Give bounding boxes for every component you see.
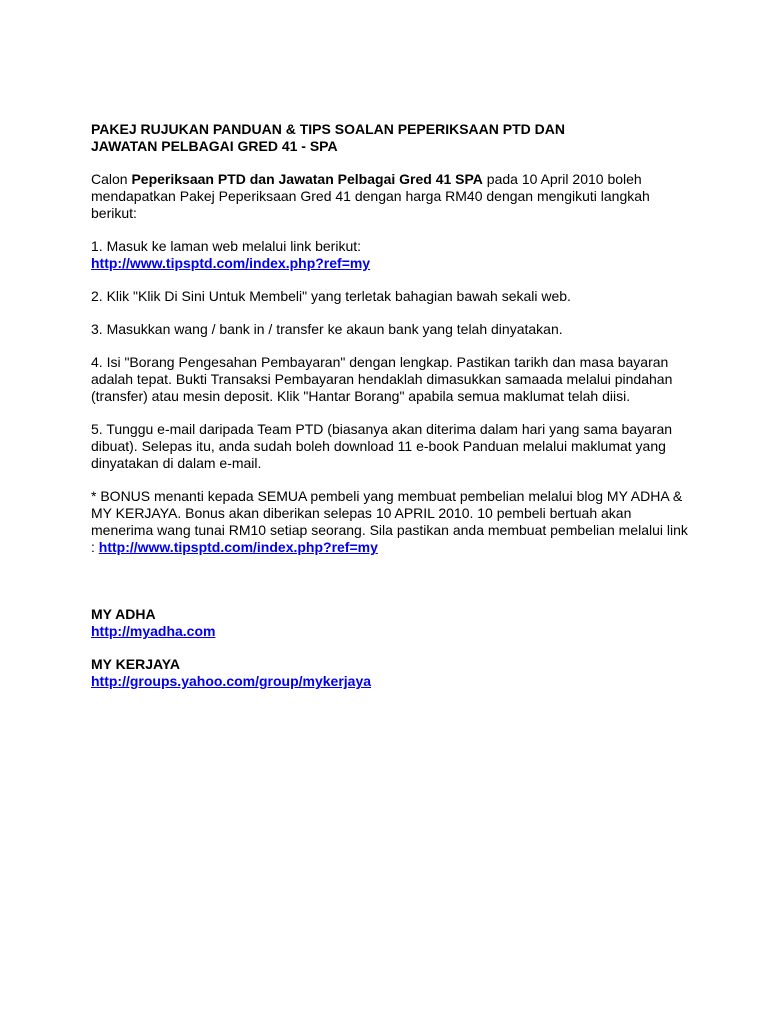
step-3: 3. Masukkan wang / bank in / transfer ke akaun bank yang telah dinyatakan. (91, 321, 563, 337)
intro-bold-exam-name: Peperiksaan PTD dan Jawatan Pelbagai Gred 41 SPA (131, 171, 483, 187)
title-line-1: PAKEJ RUJUKAN PANDUAN & TIPS SOALAN PEPERIKSAAN PTD DAN (91, 121, 565, 137)
site-my-kerjaya (91, 656, 691, 690)
intro-prefix: Calon (91, 171, 132, 187)
step-1-link[interactable]: http://www.tipsptd.com/index.php?ref=my (91, 255, 371, 271)
bonus-link[interactable]: http://www.tipsptd.com/index.php?ref=my (98, 539, 378, 555)
intro-suffix: pada 10 April 2010 boleh mendapatkan Pakej Peperiksaan Gred 41 dengan harga RM40 dengan mengikuti langkah berikut: (91, 171, 650, 221)
document-title (91, 121, 691, 155)
step-4: 4. Isi "Borang Pengesahan Pembayaran" dengan lengkap. Pastikan tarikh dan masa bayaran adalah tepat. Bukti Transaksi Pembayaran hendaklah dimasukkan samaada melalui pindahan (transfer) atau mesin deposit. Klik "Hantar Borang" apabila semua maklumat telah diisi. (91, 354, 673, 404)
step-2: 2. Klik "Klik Di Sini Untuk Membeli" yang terletak bahagian bawah sekali web. (91, 288, 571, 304)
site-name-my-adha: MY ADHA (91, 606, 156, 622)
document-body (91, 121, 691, 706)
title-line-2: JAWATAN PELBAGAI GRED 41 - SPA (91, 138, 338, 154)
step-5: 5. Tunggu e-mail daripada Team PTD (biasanya akan diterima dalam hari yang sama bayaran dibuat). Selepas itu, anda sudah boleh download 11 e-book Panduan melalui maklumat yang dinyatakan di dalam e-mail. (91, 421, 673, 471)
bonus-text: * BONUS menanti kepada SEMUA pembeli yang membuat pembelian melalui blog MY ADHA & MY KERJAYA. Bonus akan diberikan selepas 10 APRIL 2010. 10 pembeli bertuah akan menerima wang tunai RM10 setiap seorang. Sila pastikan anda membuat pembelian melalui link : (91, 488, 688, 555)
intro-paragraph (91, 171, 691, 222)
step-1-text: 1. Masuk ke laman web melalui link berikut: (91, 238, 362, 254)
spacer (91, 572, 691, 606)
site-my-adha (91, 606, 691, 640)
step-1 (91, 238, 691, 272)
site-name-my-kerjaya: MY KERJAYA (91, 656, 180, 672)
bonus-paragraph (91, 488, 691, 556)
site-link-my-kerjaya[interactable]: http://groups.yahoo.com/group/mykerjaya (91, 673, 372, 689)
site-link-my-adha[interactable]: http://myadha.com (91, 623, 216, 639)
